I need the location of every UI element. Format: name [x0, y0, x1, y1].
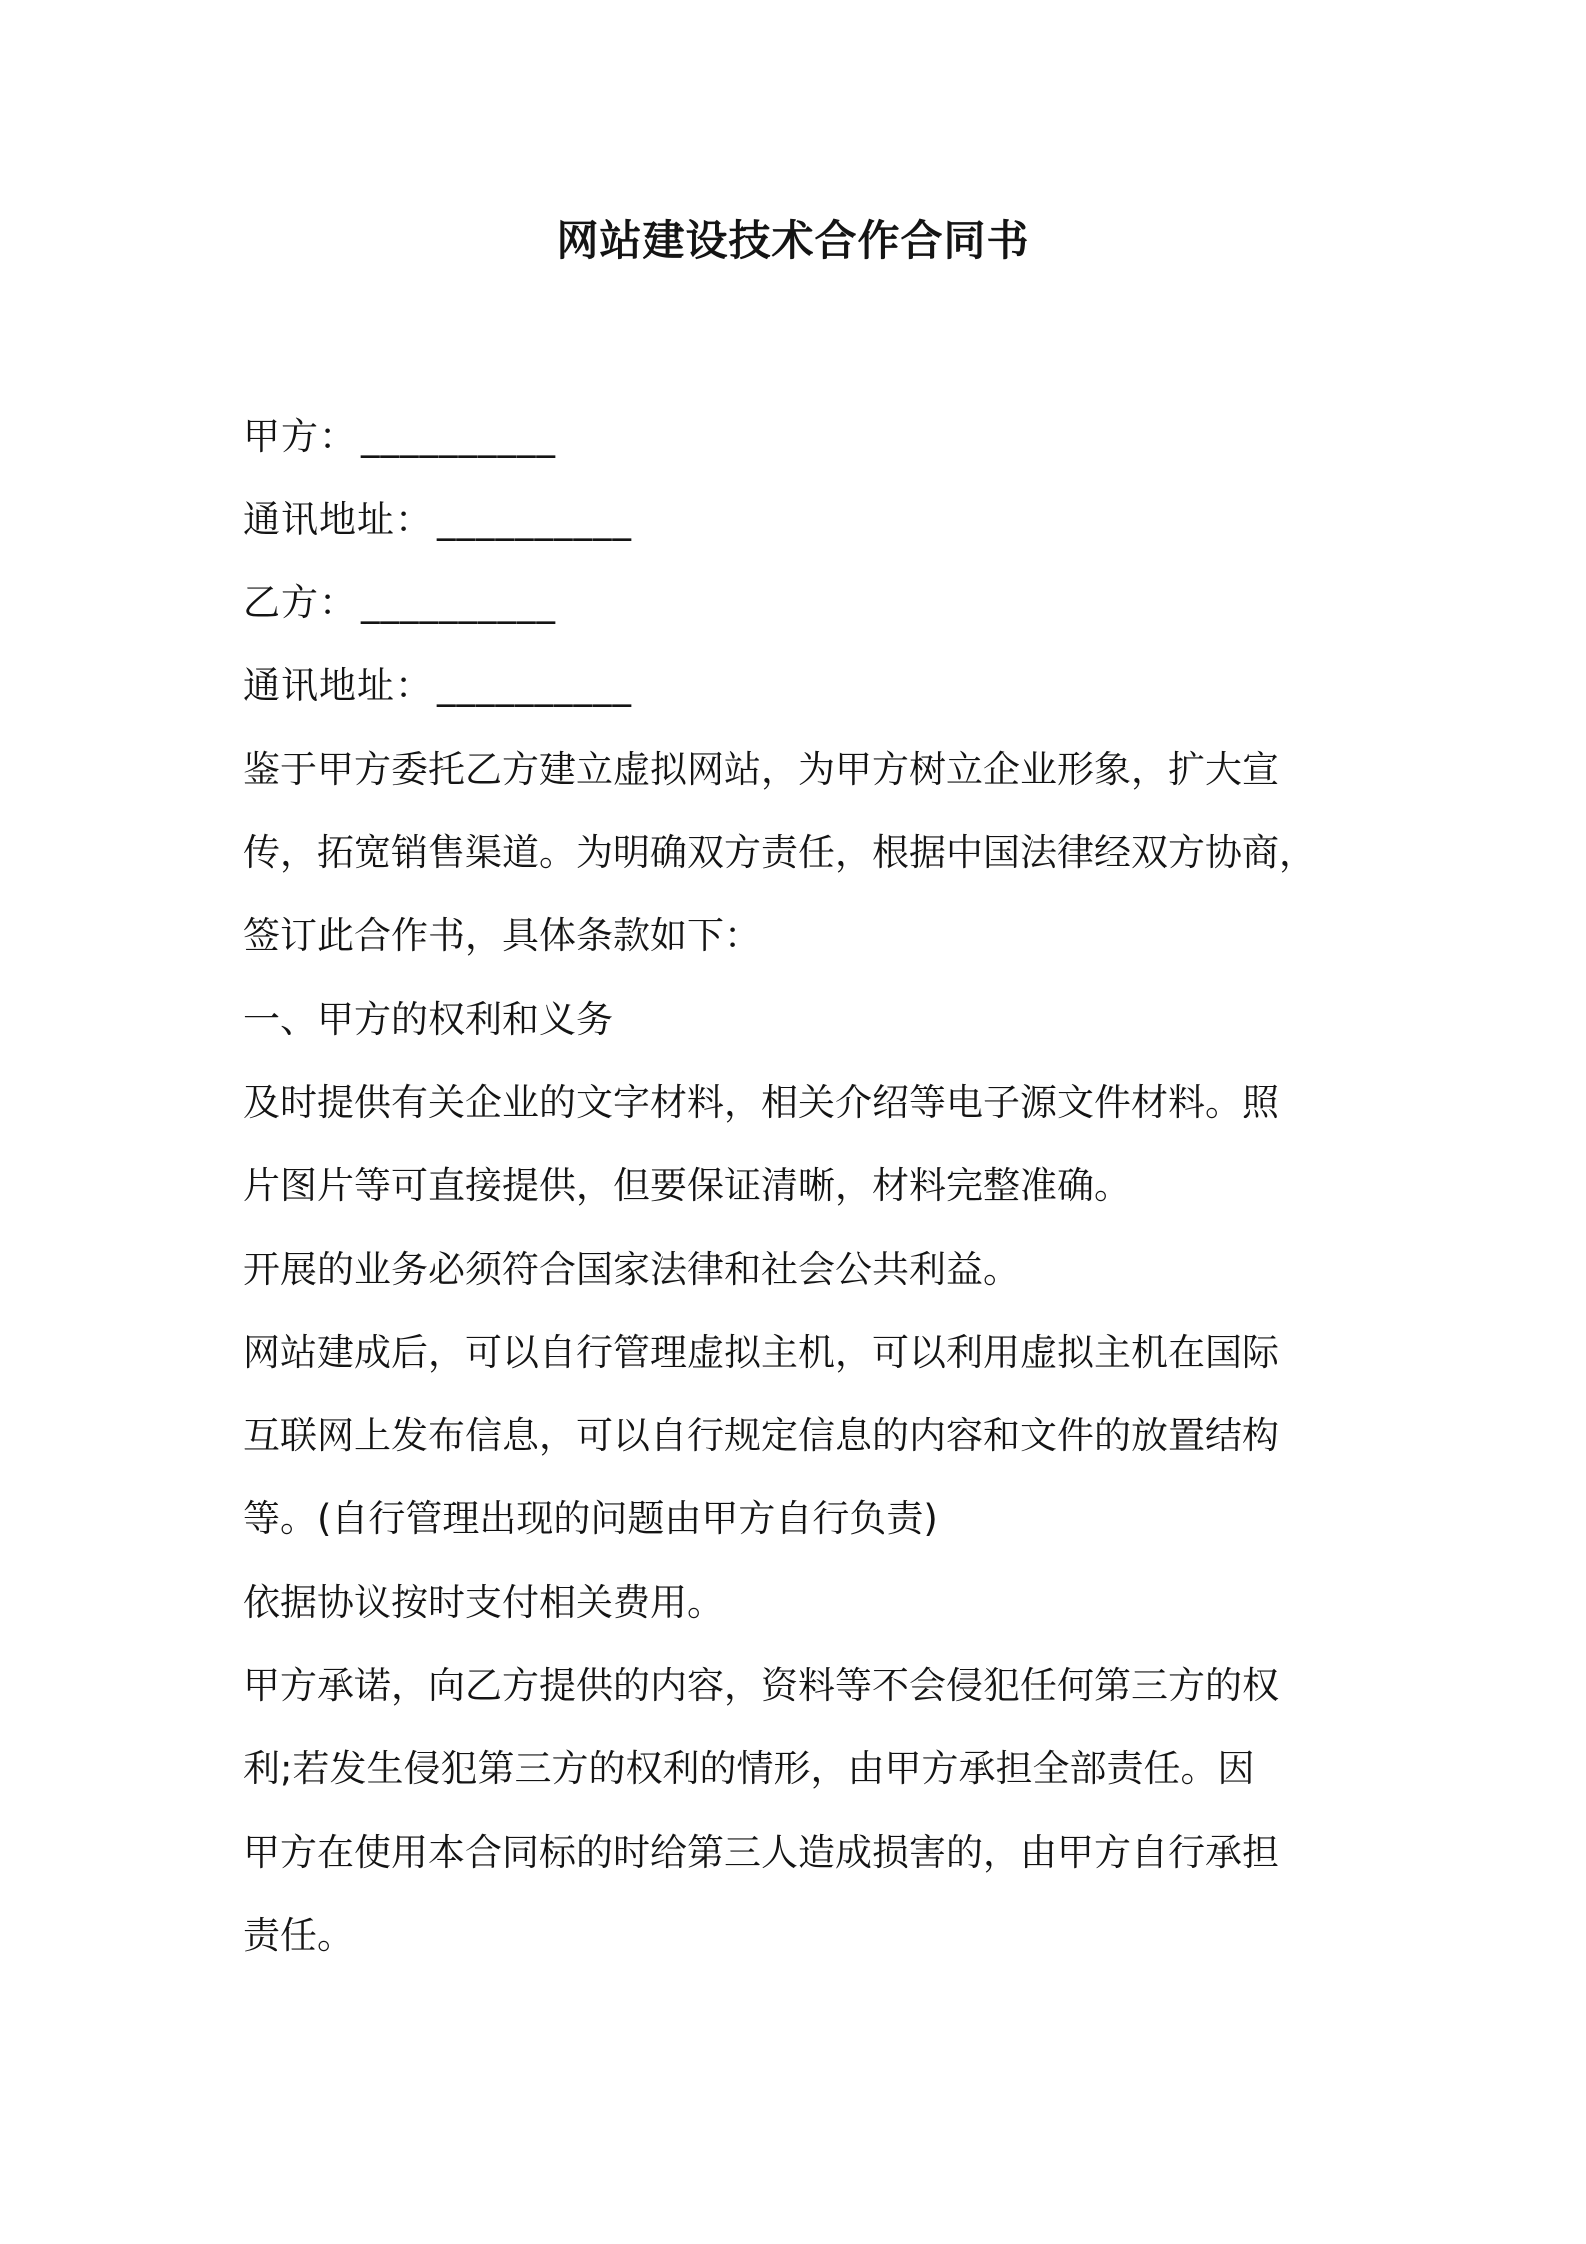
body-line: 网站建成后，可以自行管理虚拟主机，可以利用虚拟主机在国际: [243, 1331, 1279, 1374]
body-line: 传，拓宽销售渠道。为明确双方责任，根据中国法律经双方协商，: [243, 831, 1316, 874]
party-a-blank: __________: [361, 415, 556, 458]
party-b-address-label: 通讯地址：: [243, 664, 433, 707]
party-b-blank: __________: [361, 581, 556, 624]
body-line: 开展的业务必须符合国家法律和社会公共利益。: [243, 1248, 1020, 1291]
body-line: 互联网上发布信息，可以自行规定信息的内容和文件的放置结构: [243, 1414, 1279, 1457]
party-b-address-line: [243, 661, 632, 711]
party-b-label: 乙方：: [243, 581, 357, 624]
body-line: 片图片等可直接提供，但要保证清晰，材料完整准确。: [243, 1164, 1131, 1207]
section-heading: 一、甲方的权利和义务: [243, 998, 613, 1041]
party-b-line: [243, 578, 556, 628]
body-line: 利;若发生侵犯第三方的权利的情形，由甲方承担全部责任。因: [243, 1747, 1255, 1790]
party-a-address-label: 通讯地址：: [243, 498, 433, 541]
body-line: 鉴于甲方委托乙方建立虚拟网站，为甲方树立企业形象，扩大宣: [243, 748, 1279, 791]
party-a-address-blank: __________: [437, 498, 632, 541]
party-b-address-blank: __________: [437, 664, 632, 707]
body-line: 签订此合作书，具体条款如下：: [243, 914, 761, 957]
party-a-line: [243, 412, 556, 462]
body-line: 等。(自行管理出现的问题由甲方自行负责): [243, 1497, 938, 1540]
document-title: 网站建设技术合作合同书: [556, 216, 1030, 265]
body-line: 甲方承诺，向乙方提供的内容，资料等不会侵犯任何第三方的权: [243, 1664, 1279, 1707]
body-line: 依据协议按时支付相关费用。: [243, 1581, 724, 1624]
party-a-address-line: [243, 495, 632, 545]
body-line: 责任。: [243, 1914, 354, 1957]
body-line: 甲方在使用本合同标的时给第三人造成损害的，由甲方自行承担: [243, 1831, 1279, 1874]
body-line: 及时提供有关企业的文字材料，相关介绍等电子源文件材料。照: [243, 1081, 1279, 1124]
party-a-label: 甲方：: [243, 415, 357, 458]
